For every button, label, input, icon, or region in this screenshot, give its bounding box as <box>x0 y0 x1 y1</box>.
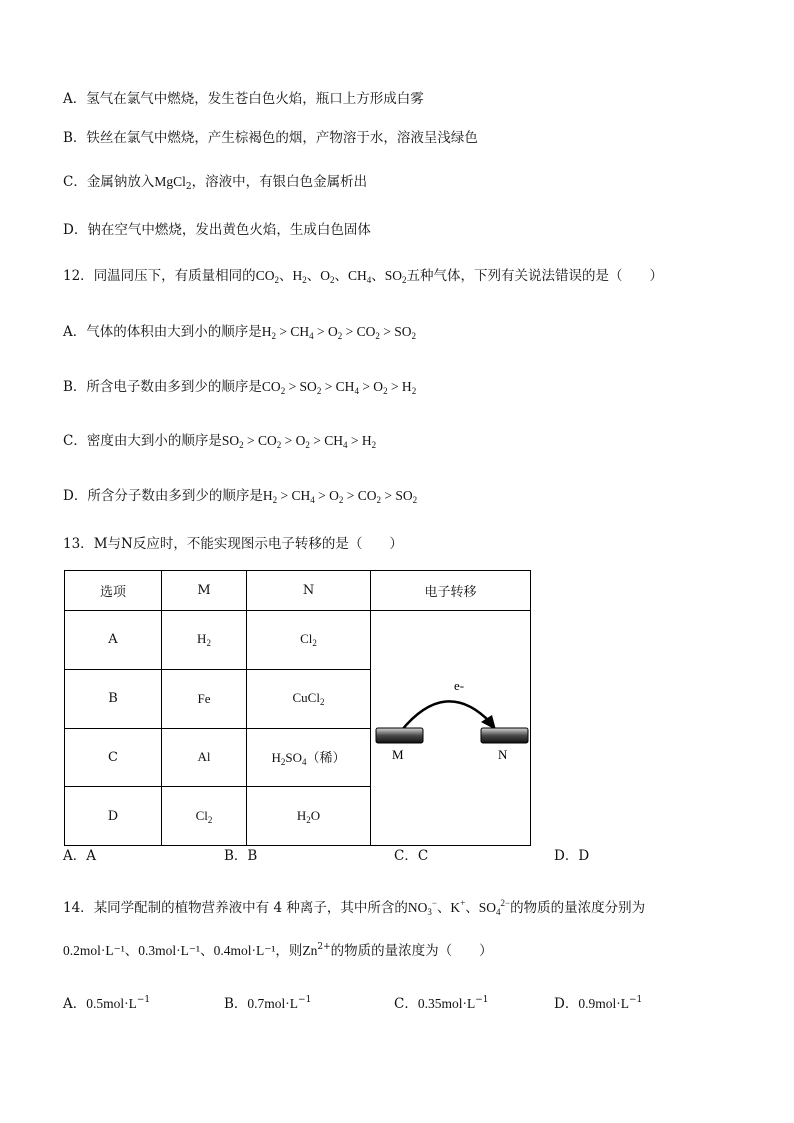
q14-stem: 14．某同学配制的植物营养液中有 4 种离子，其中所含的$NO_3^-$、K+、$SO_4^{2-}$的物质的量浓度分别为 <box>63 898 646 917</box>
q11-option-d: D．钠在空气中燃烧，发出黄色火焰，生成白色固体 <box>63 222 371 238</box>
header-m: M <box>162 571 247 611</box>
q13-stem: 13．M与N反应时，不能实现图示电子转移的是（ ） <box>63 536 403 552</box>
q11-option-b: B．铁丝在氯气中燃烧，产生棕褐色的烟，产物溶于水，溶液呈浅绿色 <box>63 130 478 146</box>
q13-table <box>64 570 531 846</box>
electron-label: e- <box>454 678 465 693</box>
q12-stem: 12．同温同压下，有质量相同的$CO_2$、$H_2$、$O_2$、$CH_4$、$SO_2$五种气体，下列有关说法错误的是（ ） <box>63 268 663 285</box>
electron-transfer-diagram <box>371 611 531 846</box>
header-transfer: 电子转移 <box>371 571 531 611</box>
q13-answer-b: B．B <box>224 848 258 864</box>
table-row: B Fe CuCl$_2$ <box>65 669 531 728</box>
header-option: 选项 <box>65 571 162 611</box>
m-bar <box>376 728 423 743</box>
table-row: A $H_2$ $Cl_2$ e- M N <box>65 611 531 670</box>
q12-option-a: A．气体的体积由大到小的顺序是$H_2 > CH_4 > O_2 > CO_2 > SO_2$ <box>63 324 416 341</box>
q13-answer-a: A．A <box>63 848 96 864</box>
table-row: D $Cl_2$ $H_2O$ <box>65 787 531 846</box>
q12-option-d: D．所含分子数由多到少的顺序是$H_2 > CH_4 > O_2 > CO_2 > SO_2$ <box>63 488 418 505</box>
q12-option-c: C．密度由大到小的顺序是$SO_2 > CO_2 > O_2 > CH_4 > H_2$ <box>63 433 377 450</box>
transfer-arrow <box>401 701 491 731</box>
q14-option-b: B．$0.7mol\cdot L^{-1}$ <box>224 995 312 1012</box>
q14-option-d: D．$0.9mol\cdot L^{-1}$ <box>554 995 643 1012</box>
n-label: N <box>498 747 508 762</box>
n-bar <box>481 728 528 743</box>
q11-option-c: C．金属钠放入MgCl$_2$，溶液中，有银白色金属析出 <box>63 174 368 192</box>
m-label: M <box>392 747 404 762</box>
transfer-svg <box>371 611 530 841</box>
q12-option-b: B．所含电子数由多到少的顺序是$CO_2 > SO_2 > CH_4 > O_2 > H_2$ <box>63 379 417 396</box>
table-row: C Al $H_2SO_4$（稀） <box>65 728 531 787</box>
q14-option-c: C．$0.35mol\cdot L^{-1}$ <box>394 995 489 1012</box>
q13-answer-c: C．C <box>394 848 429 864</box>
q13-answer-d: D．D <box>554 848 590 864</box>
q14-option-a: A．$0.5mol\cdot L^{-1}$ <box>63 995 151 1012</box>
header-n: N <box>247 571 371 611</box>
q14-stem-2: 0.2mol·L⁻¹、0.3mol·L⁻¹、0.4mol·L⁻¹，则$Zn^{2+}$的物质的量浓度为（ ） <box>63 942 493 959</box>
q11-option-a: A．氢气在氯气中燃烧，发生苍白色火焰，瓶口上方形成白雾 <box>63 91 424 107</box>
